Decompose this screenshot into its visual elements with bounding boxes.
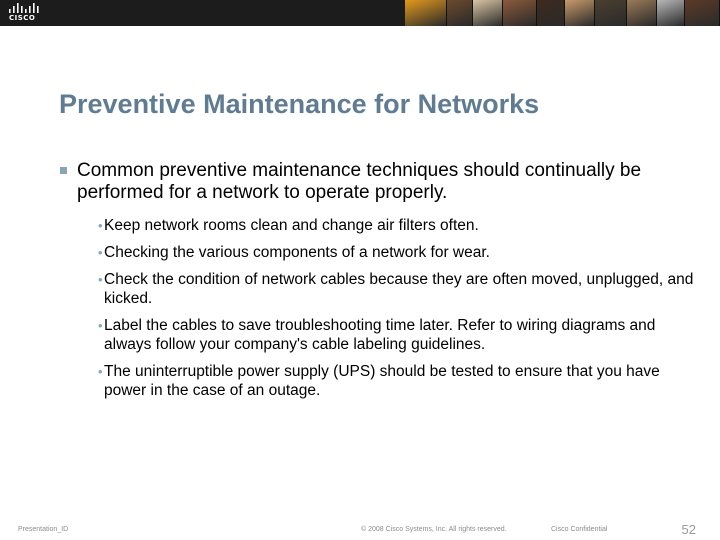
dot-bullet-icon: • (98, 218, 103, 233)
header-photo-tile (627, 0, 657, 26)
page-number: 52 (681, 522, 696, 537)
header-photo-tile (447, 0, 473, 26)
cisco-logo (8, 3, 44, 23)
header-photo-tile (503, 0, 537, 26)
cisco-bars-icon (8, 3, 42, 13)
dot-bullet-icon: • (98, 364, 103, 379)
sub-bullet-item (98, 362, 698, 400)
header-photo-tile (657, 0, 685, 26)
dot-bullet-icon: • (98, 318, 103, 333)
header-photo-tile (595, 0, 627, 26)
header-photo-tile (473, 0, 503, 26)
slide-title: Preventive Maintenance for Networks (59, 89, 540, 119)
sub-bullet-item (98, 243, 698, 262)
header-photo-tile (685, 0, 720, 26)
sub-bullet-item (98, 270, 698, 308)
dot-bullet-icon: • (98, 272, 103, 287)
confidential-label: Cisco Confidential (551, 526, 608, 533)
header-photo-strip (405, 0, 720, 26)
sub-bullet-text: Label the cables to save troubleshooting time later. Refer to wiring diagrams and always follow your company's cable labeling guidelines. (104, 317, 656, 353)
sub-bullet-list (98, 216, 698, 408)
square-bullet-icon (60, 167, 67, 174)
sub-bullet-item (98, 216, 698, 235)
header-banner (0, 0, 720, 26)
sub-bullet-text: Check the condition of network cables because they are often moved, unplugged, and kicked. (104, 271, 694, 307)
presentation-id: Presentation_ID (18, 526, 69, 533)
sub-bullet-item (98, 316, 698, 354)
header-photo-tile (405, 0, 447, 26)
slide-footer (0, 522, 720, 540)
sub-bullet-text: Checking the various components of a network for wear. (104, 244, 490, 261)
cisco-wordmark: CISCO (9, 14, 36, 22)
header-photo-tile (537, 0, 565, 26)
copyright-notice: © 2008 Cisco Systems, Inc. All rights reserved. (361, 526, 507, 533)
sub-bullet-text: The uninterruptible power supply (UPS) should be tested to ensure that you have power in the case of an outage. (104, 363, 660, 399)
main-bullet-text: Common preventive maintenance techniques should continually be performed for a network to operate properly. (77, 160, 642, 203)
sub-bullet-text: Keep network rooms clean and change air filters often. (104, 217, 479, 234)
header-photo-tile (565, 0, 595, 26)
dot-bullet-icon: • (98, 245, 103, 260)
